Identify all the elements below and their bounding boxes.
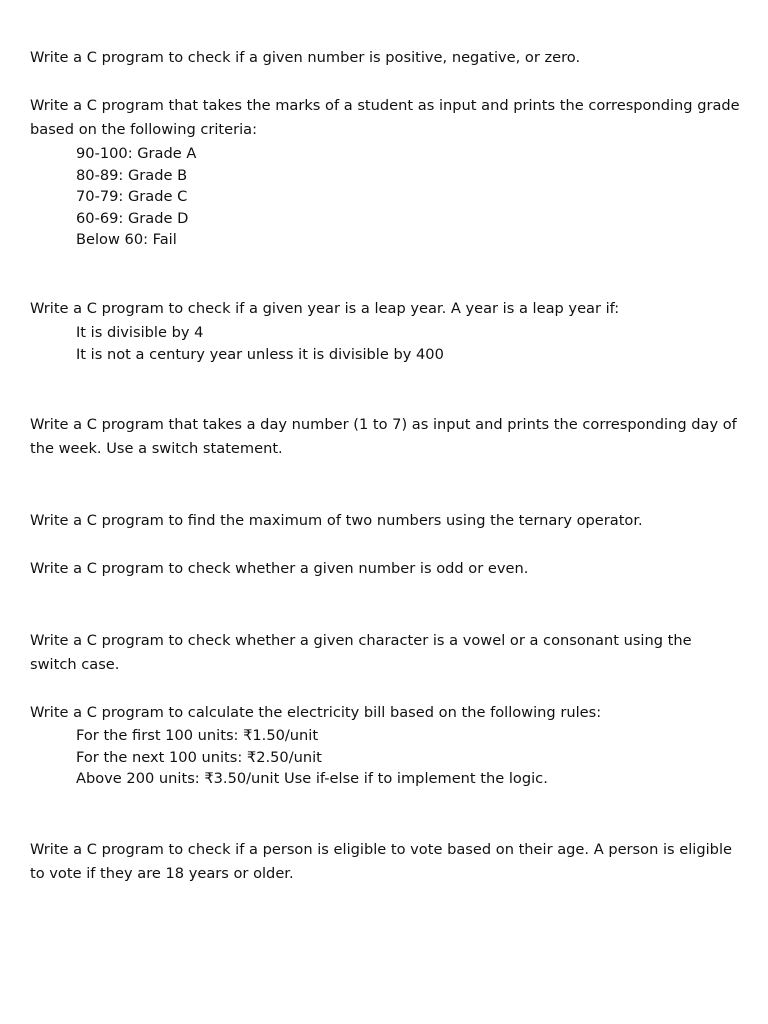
criteria-item: 80-89: Grade B <box>76 166 188 184</box>
criteria-item: 70-79: Grade C <box>76 188 188 205</box>
rate-item: For the next 100 units: ₹2.50/unit <box>76 748 322 766</box>
question-2-criteria-list <box>76 143 736 251</box>
criteria-item: 60-69: Grade D <box>76 209 189 227</box>
question-5-text: Write a C program to find the maximum of two numbers using the ternary operator. <box>30 512 643 529</box>
question-9-text: Write a C program to check if a person is eligible to vote based on their age. A person is eligible to vote if they are 18 years or older. <box>30 841 732 882</box>
rate-item: Above 200 units: ₹3.50/unit Use if-else if to implement the logic. <box>76 770 548 787</box>
question-6-text: Write a C program to check whether a given number is odd or even. <box>30 560 529 577</box>
question-1-text: Write a C program to check if a given number is positive, negative, or zero. <box>30 49 581 66</box>
criteria-item: 90-100: Grade A <box>76 145 197 162</box>
rule-item: It is not a century year unless it is divisible by 400 <box>76 345 444 363</box>
question-3-rules-list <box>76 322 736 365</box>
question-3-text: Write a C program to check if a given year is a leap year. A year is a leap year if: <box>30 300 620 317</box>
criteria-item: Below 60: Fail <box>76 231 177 248</box>
rule-item: It is divisible by 4 <box>76 324 204 341</box>
question-2-text: Write a C program that takes the marks of a student as input and prints the corresponding grade based on the following criteria: <box>30 97 740 138</box>
question-8-text: Write a C program to calculate the electricity bill based on the following rules: <box>30 704 602 721</box>
question-8-rules-list <box>76 725 736 790</box>
question-7-text: Write a C program to check whether a given character is a vowel or a consonant using the switch case. <box>30 632 692 673</box>
rate-item: For the first 100 units: ₹1.50/unit <box>76 727 319 744</box>
question-4-text: Write a C program that takes a day number (1 to 7) as input and prints the corresponding day of the week. Use a switch statement. <box>30 416 737 457</box>
